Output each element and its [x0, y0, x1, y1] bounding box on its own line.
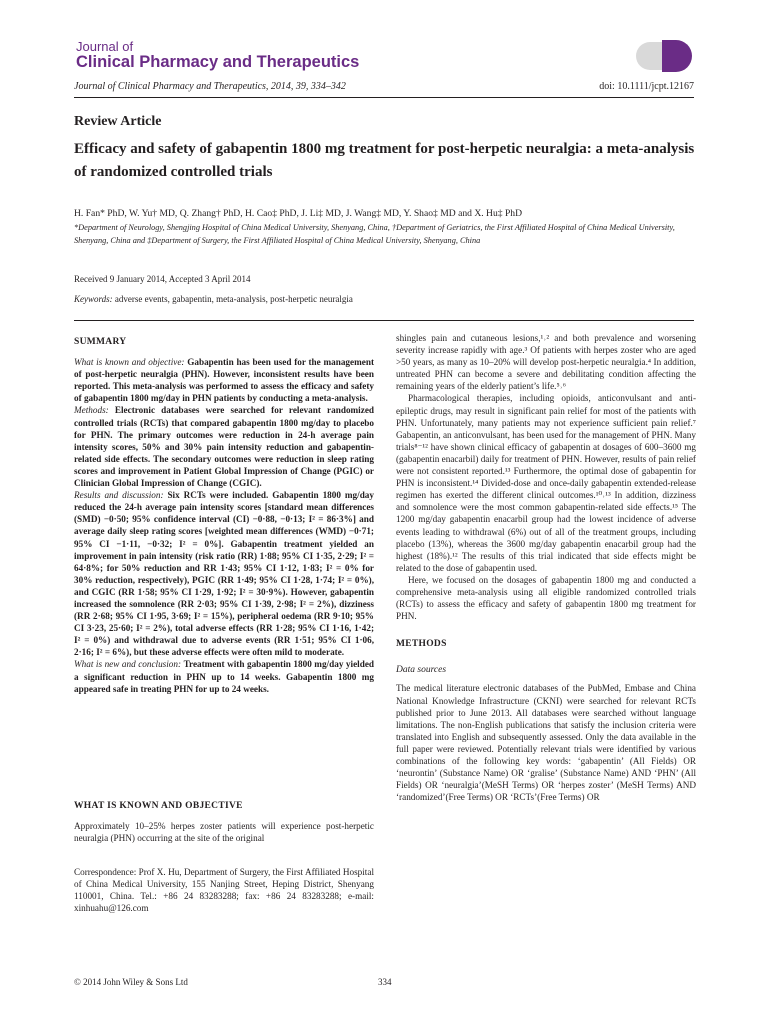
summary-results-text: Six RCTs were included. Gabapentin 1800 mg/day reduced the 24-h average pain intensity scores [standard mean differences (SMD) −0·50; 95% confidence interval (CI) −0·88, −0·13; I² = 86·3%] and average daily sleep rating scores [weighted mean differences (WMD) −0·71; 95% CI −1·11, −0·32; I² = 0%]. Gabapentin treatment yielded an improvement in pain intensity (risk ratio (RR) 1·88; 95% CI 1·35, 2·29; I² = 64·8%; for 50% reduction and RR 1·43; 95% CI 1·12, 1·83; I² = 0% for 30% reduction, respectively), PGIC (RR 1·49; 95% CI 1·28, 1·74; I² = 0%), and CGIC (RR 1·58; 95% CI 1·29, 1·92; I² = 30·9%). However, gabapentin increased the somnolence (RR 2·03; 95% CI 1·39, 2·98; I² = 2%), dizziness (RR 2·68; 95% CI 1·95, 3·69; I² = 15%), peripheral oedema (RR 9·10; 95% CI 3·23, 25·60; I² = 2%), total adverse effects (RR 1·28; 95% CI 1·16, 1·42; I² = 0%) and withdrawal due to adverse events (RR 1·51; 95% CI 1·06, 2·16; I² = 6%), but these adverse effects were often mild to moderate. — [74, 490, 374, 658]
citation: Journal of Clinical Pharmacy and Therapeutics, 2014, 39, 334–342 — [74, 81, 346, 92]
summary-heading: SUMMARY — [74, 337, 127, 347]
data-sources-heading: Data sources — [396, 665, 447, 676]
summary-new-label: What is new and conclusion: — [74, 659, 182, 670]
summary-known-text: Gabapentin has been used for the management of post-herpetic neuralgia (PHN). However, inconsistent results have been reported. This meta-analysis was performed to assess the efficacy and safety of gabapentin 1800 mg/day in PHN patients by conducting a meta-analysis. — [74, 357, 375, 404]
article-title: Efficacy and safety of gabapentin 1800 mg treatment for post-herpetic neuralgia: a meta-analysis of randomized controlled trials — [74, 141, 695, 180]
summary-methods — [74, 404, 374, 489]
correspondence: Correspondence: Prof X. Hu, Department of Surgery, the First Affiliated Hospital of China Medical University, 155 Nanjing Street, Heping District, Shenyang 110001, China. Tel.: +86 24 83283288; fax: +86 24 83283288; e-mail: xinhuahu@126.com — [74, 867, 374, 914]
summary-methods-label: Methods: — [74, 405, 109, 416]
journal-name: Clinical Pharmacy and Therapeutics — [76, 53, 360, 71]
summary-results — [74, 489, 374, 658]
divider — [74, 320, 694, 321]
journal-name-small: Journal of — [76, 39, 134, 54]
methods-heading: METHODS — [396, 639, 447, 650]
intro-paragraph-3: Here, we focused on the dosages of gabapentin 1800 mg and conducted a comprehensive meta-analysis using all eligible randomized controlled trials (RCTs) to assess the efficacy and safety of gabapentin 1800 mg treatment for PHN. — [396, 574, 696, 622]
summary-new-text: Treatment with gabapentin 1800 mg/day yielded a significant reduction in PHN up to 14 weeks. Gabapentin 1800 mg appeared safe in treating PHN for up to 24 weeks. — [74, 659, 375, 694]
divider — [74, 97, 694, 98]
intro-paragraph-2: Pharmacological therapies, including opioids, anticonvulsant and anti-epileptic drugs, may result in significant pain relief for most of the patients with PHN. Unfortunately, many patients may not experience sufficient pain relief.⁷ Gabapentin, an anticonvulsant, has been used for the management of PHN. Many trials⁸⁻¹² have shown clinical efficacy of gabapentin at dosages of 600–3600 mg (gabapentin enacarbil) daily for treatment of PHN. However, results of pain relief were not consistent reported.¹³ Furthermore, the optimal dose of gabapentin for PHN is inconsistent.¹⁴ Divided-dose and once-daily gabapentin extended-release regimen has exerted the different clinical outcomes.¹⁰˒¹³ In addition, dizziness and somnolence were the most common gabapentin-related side effects.¹⁵ The 1200 mg/day gabapentin enacarbil group had the lowest incidence of adverse events leading to withdrawal (6%) out of all of the treatment groups, including placebo (13%), whereas the 3600 mg/day gabapentin enacarbil group had the highest (18%).¹² The results of this trial indicated that side effects might be related to the dose of gabapentin used. — [396, 393, 696, 573]
copyright: © 2014 John Wiley & Sons Ltd — [74, 977, 188, 987]
authors: H. Fan* PhD, W. Yu† MD, Q. Zhang† PhD, H. Cao‡ PhD, J. Li‡ MD, J. Wang‡ MD, Y. Shao‡ MD and X. Hu‡ PhD — [74, 208, 523, 219]
keywords — [74, 294, 353, 304]
affiliations: *Department of Neurology, Shengjing Hospital of China Medical University, Shenyang, China, †Department of Geriatrics, the First Affiliated Hospital of China Medical University, Shenyang, China and ‡Department of Surgery, the First Affiliated Hospital of China Medical University, Shenyang, China — [74, 223, 675, 245]
summary-new — [74, 658, 374, 694]
intro-block — [396, 332, 696, 803]
summary-known-label: What is known and objective: — [74, 357, 185, 368]
summary-results-label: Results and discussion: — [74, 490, 164, 501]
keywords-text: adverse events, gabapentin, meta-analysis, post-herpetic neuralgia — [114, 294, 353, 304]
summary-block — [74, 336, 374, 695]
data-sources-paragraph: The medical literature electronic databases of the PubMed, Embase and China National Knowledge Infrastructure (CKNI) were searched for relevant RCTs published prior to June 2013. All databases were searched without language limitations. The non-English publications that satisfy the inclusion criteria were translated into English and subsequently assessed. Only the data available in the full paper were reviewed. Potentially relevant trials were identified by various combinations of the following key words: ‘gabapentin’ (All Fields) OR ‘neurontin’ (Substance Name) OR ‘gralise’ (Substance Name) AND ‘PHN’ (All Fields) OR ‘neuralgia’(MeSH Terms) OR ‘herpes zoster’ (MeSH Terms) AND ‘randomized’(Free Terms) OR ‘RCTs’(Free Terms) OR — [396, 683, 696, 803]
summary-methods-text: Electronic databases were searched for relevant randomized controlled trials (RCTs) that compared gabapentin 1800 mg/day to placebo for PHN. The primary outcomes were reduction in 24-h average pain intensity scores, 50% and 30% pain intensity reduction and gabapentin-related side effects. The secondary outcomes were reduction in sleep rating scores and improvement in Patient Global Impression of Change (PGIC) or Clinician Global Impression of Change (CGIC). — [74, 405, 375, 489]
article-type: Review Article — [74, 114, 162, 129]
journal-logo-icon — [636, 40, 692, 72]
page-number: 334 — [378, 977, 392, 987]
intro-paragraph-1: shingles pain and cutaneous lesions,¹˒² and both prevalence and worsening severity increase rapidly with age.³ Of patients with herpes zoster who are aged >50 years, as many as 10–20% will develop post-herpetic neuralgia.⁴ In addition, untreated PHN can become a severe and debilitating condition affecting the remaining years of the elderly patient’s life.⁵˒⁶ — [396, 333, 696, 392]
received-date: Received 9 January 2014, Accepted 3 April 2014 — [74, 274, 251, 284]
known-text: Approximately 10–25% herpes zoster patients will experience post-herpetic neuralgia (PHN) occurring at the site of the original — [74, 821, 374, 844]
known-heading: WHAT IS KNOWN AND OBJECTIVE — [74, 801, 243, 811]
doi: doi: 10.1111/jcpt.12167 — [599, 81, 694, 92]
keywords-label: Keywords: — [74, 294, 113, 304]
summary-known — [74, 356, 374, 404]
known-section — [74, 800, 374, 844]
